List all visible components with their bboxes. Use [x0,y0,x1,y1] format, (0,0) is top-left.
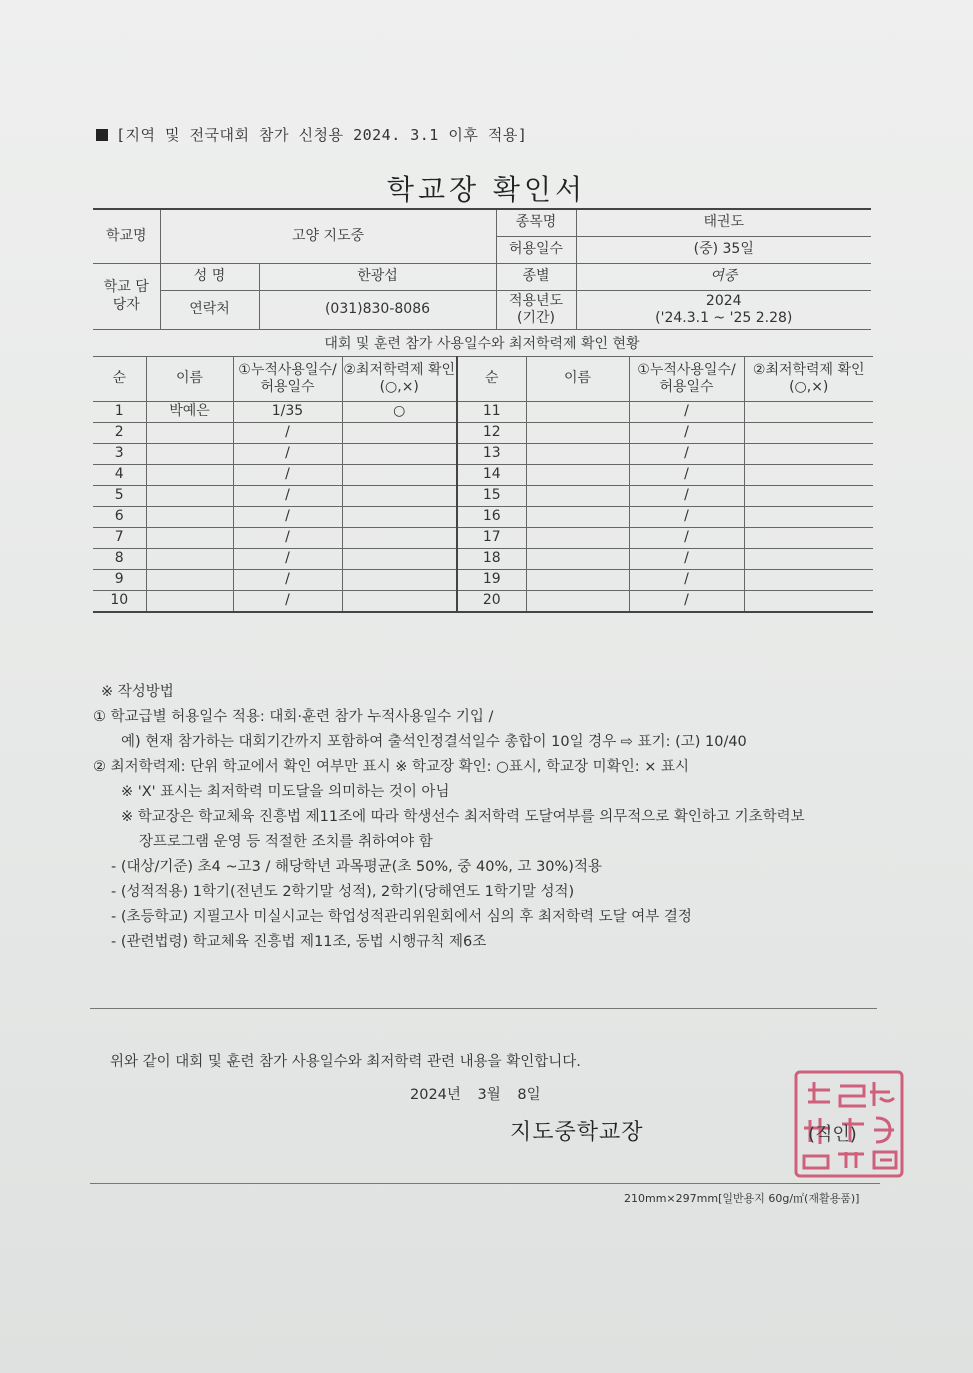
row-no: 3 [93,444,146,465]
instruction-line: ※ 학교장은 학교체육 진흥법 제11조에 따라 학생선수 최저학력 도달여부를 의무적으로 확인하고 기초학력보 [121,809,805,825]
row-name [526,465,629,486]
row-name [146,507,233,528]
row-name [146,528,233,549]
row-days: / [629,570,744,591]
category-label: 종별 [496,264,576,291]
row-name [146,444,233,465]
col-no: 순 [93,357,146,402]
row-check [342,549,457,570]
info-table [93,208,871,330]
col-no: 순 [457,357,526,402]
table-row [93,570,873,591]
row-no: 17 [457,528,526,549]
row-no: 12 [457,423,526,444]
col-check: ②최저학력제 확인(○,×) [342,357,457,402]
col-name: 이름 [146,357,233,402]
row-days: / [233,549,342,570]
row-days: / [629,444,744,465]
square-bullet-icon [96,129,108,141]
period-value: ('24.3.1 ~ '25 2.28) [655,310,793,326]
row-no: 1 [93,402,146,423]
row-name [146,591,233,613]
row-no: 9 [93,570,146,591]
event-value: 태권도 [576,209,871,237]
row-no: 20 [457,591,526,613]
table-row [93,486,873,507]
paper-spec-footer: 210mm×297mm[일반용지 60g/㎡(재활용품)] [624,1192,860,1205]
footer-divider [90,1183,880,1184]
name-label: 성 명 [160,264,259,291]
row-check [744,570,873,591]
row-no: 16 [457,507,526,528]
table-row [93,507,873,528]
row-days: / [629,591,744,613]
row-name [526,402,629,423]
row-check [744,423,873,444]
instruction-line: - (대상/기준) 초4 ~고3 / 해당학년 과목평균(초 50%, 중 40%, 고 30%)적용 [111,859,602,875]
row-no: 5 [93,486,146,507]
col-name: 이름 [526,357,629,402]
row-days: / [233,591,342,613]
row-check [744,402,873,423]
divider [90,1008,877,1009]
row-days: / [233,507,342,528]
row-days: / [233,528,342,549]
table-row [93,591,873,613]
participation-table [93,356,873,613]
row-no: 10 [93,591,146,613]
row-check [342,507,457,528]
instruction-line: - (초등학교) 지필고사 미실시교는 학업성적관리위원회에서 심의 후 최저학력 도달 여부 결정 [111,909,692,925]
row-name [526,444,629,465]
confirm-statement: 위와 같이 대회 및 훈련 참가 사용일수와 최저학력 관련 내용을 확인합니다. [110,1054,581,1070]
form-header [96,124,527,145]
row-no: 7 [93,528,146,549]
row-days: / [629,423,744,444]
table-row [93,528,873,549]
instruction-line: 예) 현재 참가하는 대회기간까지 포함하여 출석인정결석일수 총합이 10일 경우 ⇨ 표기: (고) 10/40 [121,734,747,750]
row-name [526,486,629,507]
row-days: / [233,444,342,465]
name-value: 한광섭 [259,264,496,291]
row-no: 15 [457,486,526,507]
row-name [146,486,233,507]
row-no: 11 [457,402,526,423]
row-days: 1/35 [233,402,342,423]
row-name [526,570,629,591]
row-check [744,591,873,613]
row-name [526,528,629,549]
row-name [146,549,233,570]
row-check [342,528,457,549]
table-row [93,402,873,423]
row-check [342,423,457,444]
row-name [526,507,629,528]
manager-label: 학교 담당자 [93,264,160,330]
instruction-line: - (관련법령) 학교체육 진흥법 제11조, 동법 시행규칙 제6조 [111,934,487,950]
row-days: / [629,486,744,507]
row-no: 6 [93,507,146,528]
row-no: 13 [457,444,526,465]
year-label: 적용년도 (기간) [496,291,576,330]
row-name [526,549,629,570]
col-days: ①누적사용일수/ 허용일수 [233,357,342,402]
table-row [93,444,873,465]
row-check [342,570,457,591]
row-name [146,465,233,486]
row-check [342,465,457,486]
table-row [93,423,873,444]
row-check [744,444,873,465]
row-days: / [629,528,744,549]
category-value: 여중 [576,264,871,291]
row-no: 4 [93,465,146,486]
school-label: 학교명 [93,209,160,264]
contact-value: (031)830-8086 [259,291,496,330]
page-title: 학교장 확인서 [386,173,587,206]
year-cell [576,291,871,330]
table-caption: 대회 및 훈련 참가 사용일수와 최저학력제 확인 현황 [93,333,871,357]
row-check [342,486,457,507]
row-days: / [629,507,744,528]
row-check [342,444,457,465]
instruction-line: ② 최저학력제: 단위 학교에서 확인 여부만 표시 ※ 학교장 확인: ○표시, 학교장 미확인: × 표시 [93,759,689,775]
row-days: / [629,549,744,570]
col-check: ②최저학력제 확인(○,×) [744,357,873,402]
contact-label: 연락처 [160,291,259,330]
days-label: 허용일수 [496,237,576,264]
instruction-line: - (성적적용) 1학기(전년도 2학기말 성적), 2학기(당해연도 1학기말 성적) [111,884,575,900]
table-row [93,465,873,486]
row-check [342,591,457,613]
writing-instructions [93,680,805,955]
row-days: / [629,402,744,423]
table-row [93,549,873,570]
row-no: 8 [93,549,146,570]
row-days: / [233,486,342,507]
instruction-line: ① 학교급별 허용일수 적용: 대회·훈련 참가 누적사용일수 기입 / [93,709,494,725]
seal-label: (직인) [808,1124,857,1145]
days-value: (중) 35일 [576,237,871,264]
row-check [744,465,873,486]
instruction-line: ※ 작성방법 [101,684,174,700]
row-check [744,507,873,528]
event-label: 종목명 [496,209,576,237]
row-name [146,423,233,444]
instruction-line: ※ 'X' 표시는 최저학력 미도달을 의미하는 것이 아님 [121,784,450,800]
col-days: ①누적사용일수/ 허용일수 [629,357,744,402]
row-check: ○ [342,402,457,423]
instruction-line: 장프로그램 운영 등 적절한 조치를 취하여야 함 [139,834,433,850]
row-check [744,549,873,570]
row-name [146,570,233,591]
row-no: 14 [457,465,526,486]
row-name [526,591,629,613]
row-no: 18 [457,549,526,570]
row-check [744,528,873,549]
row-days: / [233,465,342,486]
row-no: 19 [457,570,526,591]
form-header-text: [지역 및 전국대회 참가 신청용 2024. 3.1 이후 적용] [116,126,528,144]
row-no: 2 [93,423,146,444]
school-value: 고양 지도중 [160,209,496,264]
row-days: / [629,465,744,486]
year-value: 2024 [705,292,742,309]
row-name: 박예은 [146,402,233,423]
principal-title: 지도중학교장 [510,1120,644,1145]
row-days: / [233,423,342,444]
issue-date: 2024년 3월 8일 [410,1087,541,1103]
row-check [744,486,873,507]
row-days: / [233,570,342,591]
table-header-row [93,357,873,402]
row-name [526,423,629,444]
